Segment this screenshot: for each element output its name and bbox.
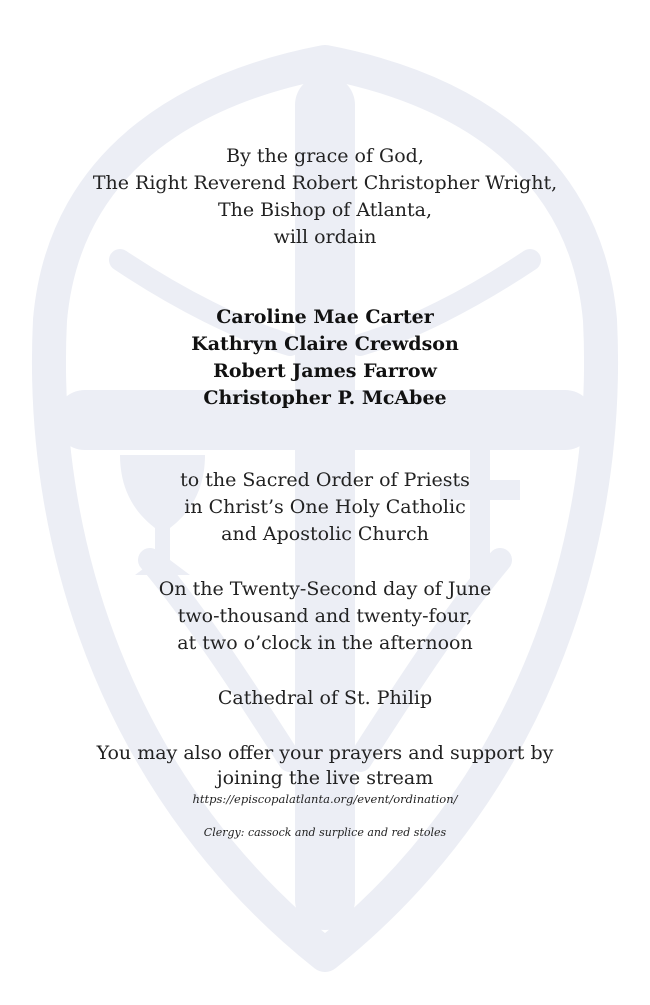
ordinand-name: Caroline Mae Carter [216, 306, 434, 328]
date-line-2: two-thousand and twenty-four, [177, 605, 473, 627]
ordinand-name: Robert James Farrow [213, 360, 437, 382]
order-line-2: in Christ’s One Holy Catholic [184, 496, 466, 518]
intro-line-2: The Right Reverend Robert Christopher Wright, [92, 172, 558, 194]
ordinand-name: Kathryn Claire Crewdson [191, 333, 459, 355]
intro-line-3: The Bishop of Atlanta, [217, 199, 433, 221]
location: Cathedral of St. Philip [217, 687, 433, 709]
stream-line-2: joining the live stream [216, 767, 434, 789]
ordinand-name: Christopher P. McAbee [203, 387, 447, 409]
clergy-note: Clergy: cassock and surplice and red stoles [203, 826, 447, 839]
intro-line-1: By the grace of God, [226, 145, 424, 167]
date-line-1: On the Twenty-Second day of June [158, 578, 492, 600]
order-line-1: to the Sacred Order of Priests [180, 469, 470, 491]
order-line-3: and Apostolic Church [221, 523, 429, 545]
live-stream-link[interactable]: https://episcopalatlanta.org/event/ordination/ [192, 792, 458, 806]
date-line-3: at two o’clock in the afternoon [177, 632, 473, 654]
intro-line-4: will ordain [273, 226, 377, 248]
stream-line-1: You may also offer your prayers and support by [96, 742, 554, 764]
